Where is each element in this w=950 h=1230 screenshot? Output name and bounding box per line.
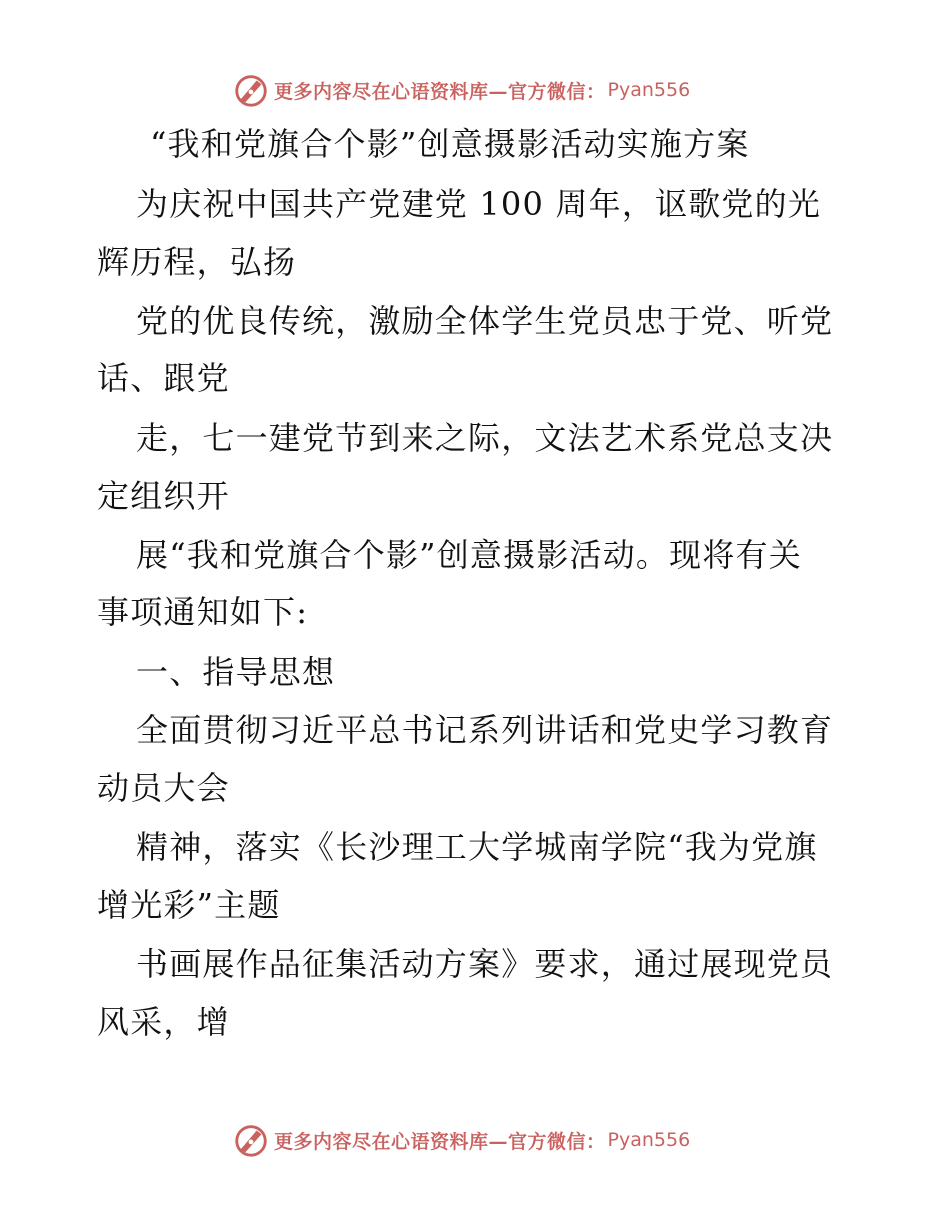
- watermark-wechat-id: Pyan556: [607, 1129, 691, 1151]
- paragraph-line: 走，七一建党节到来之际，文法艺术系党总支决: [136, 419, 834, 457]
- paragraph-line: 增光彩”主题: [97, 886, 281, 924]
- paragraph-line: 精神，落实《长沙理工大学城南学院“我为党旗: [136, 828, 818, 866]
- watermark-text: 更多内容尽在心语资料库—官方微信：: [274, 1130, 606, 1153]
- paragraph-line: 全面贯彻习近平总书记系列讲话和党史学习教育: [136, 711, 834, 749]
- paragraph-line: 展“我和党旗合个影”创意摄影活动。现将有关: [136, 536, 802, 574]
- section-heading: 一、指导思想: [136, 653, 336, 691]
- paragraph-line: 定组织开: [97, 477, 230, 515]
- paragraph-line: 话、跟党: [97, 359, 230, 397]
- paragraph-line: 辉历程，弘扬: [97, 243, 297, 281]
- paragraph-line: 书画展作品征集活动方案》要求，通过展现党员: [136, 945, 834, 983]
- paragraph-line: 风采，增: [97, 1003, 230, 1041]
- document-title: “我和党旗合个影”创意摄影活动实施方案: [150, 125, 750, 163]
- pen-nib-logo-icon: [232, 1121, 270, 1159]
- paragraph-line: 党的优良传统，激励全体学生党员忠于党、听党: [136, 302, 834, 340]
- paragraph-line: 动员大会: [97, 769, 230, 807]
- header-watermark: [232, 70, 690, 110]
- footer-watermark: [232, 1120, 690, 1160]
- watermark-wechat-id: Pyan556: [607, 79, 691, 101]
- watermark-text: 更多内容尽在心语资料库—官方微信：: [274, 80, 606, 103]
- paragraph-line: 事项通知如下:: [97, 593, 309, 631]
- paragraph-line: 为庆祝中国共产党建党 100 周年，讴歌党的光: [136, 185, 822, 223]
- pen-nib-logo-icon: [232, 71, 270, 109]
